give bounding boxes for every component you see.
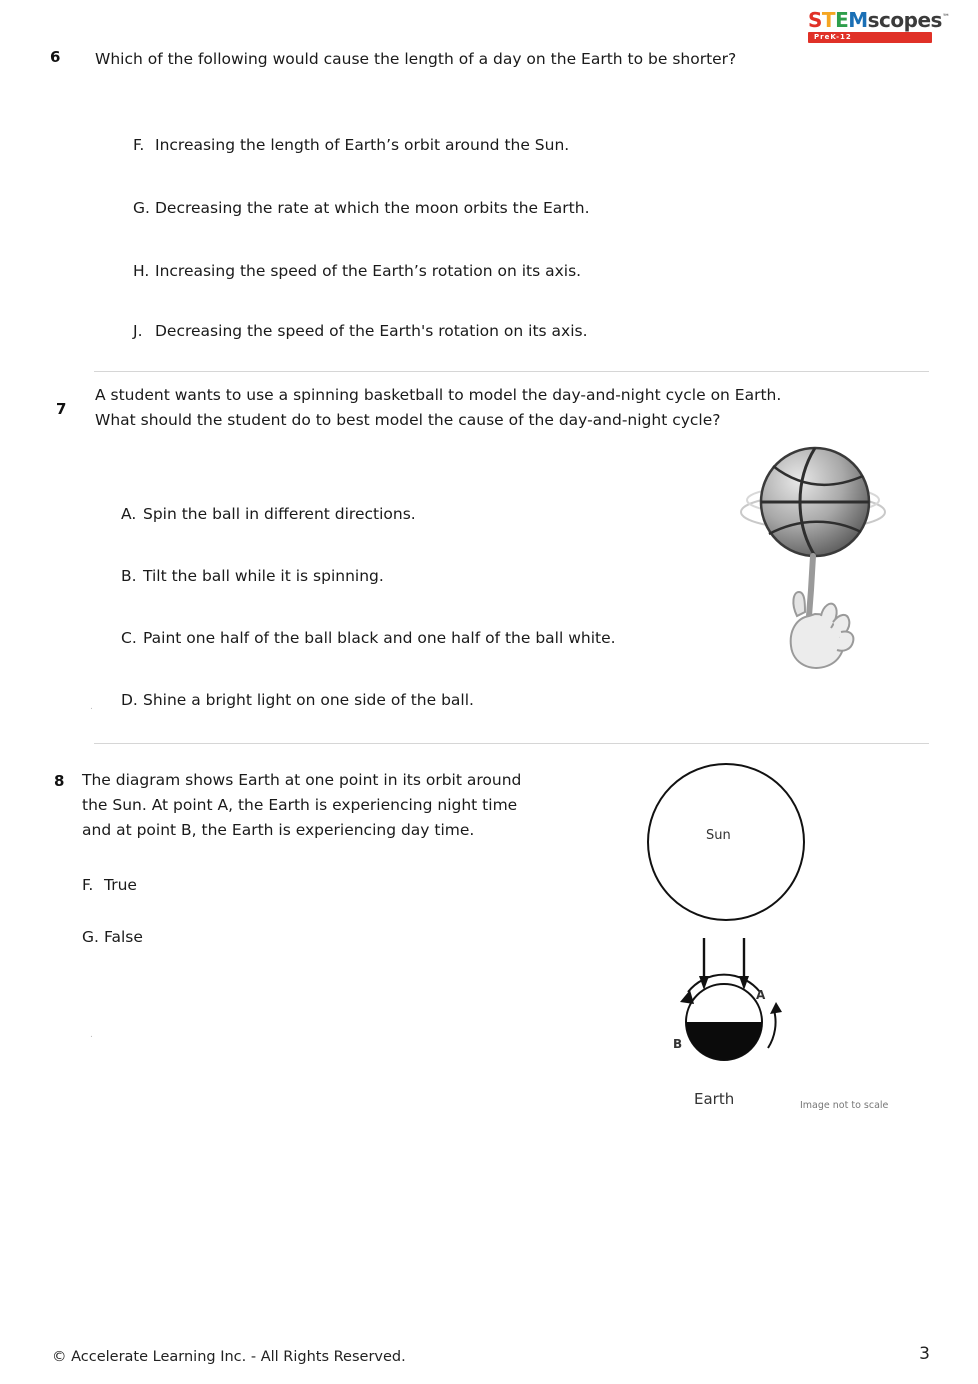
question-6-choice-j[interactable] (133, 320, 588, 343)
basketball-illustration (735, 440, 895, 680)
choice-letter: J. (133, 322, 143, 340)
diagram-point-b-label: B (673, 1037, 683, 1051)
choice-letter: G. (133, 199, 150, 217)
spinning-basketball-icon (735, 440, 895, 680)
question-6-number: 6 (50, 48, 61, 66)
question-6-choice-h[interactable] (133, 260, 581, 283)
margin-tick-2: . (90, 1030, 93, 1040)
choice-text: True (104, 876, 137, 894)
diagram-scale-note: Image not to scale (800, 1100, 889, 1111)
question-7-choice-a[interactable] (121, 503, 416, 526)
question-6-stem: Which of the following would cause the length of a day on the Earth to be shorter? (95, 50, 737, 68)
choice-text: Increasing the length of Earth’s orbit around the Sun. (155, 136, 570, 154)
page-number: 3 (919, 1344, 930, 1364)
footer-copyright: © Accelerate Learning Inc. - All Rights Reserved. (52, 1349, 406, 1365)
choice-text: Tilt the ball while it is spinning. (143, 567, 384, 585)
choice-text: Decreasing the speed of the Earth's rotation on its axis. (155, 322, 588, 340)
question-8-stem-line-2: the Sun. At point A, the Earth is experiencing night time (82, 795, 518, 814)
choice-letter: B. (121, 567, 137, 585)
question-8-stem (82, 768, 622, 842)
sun-earth-diagram-svg (628, 760, 928, 1120)
choice-letter: C. (121, 629, 137, 647)
logo-scopes-text: scopes (867, 8, 942, 32)
question-7-number: 7 (56, 400, 67, 418)
question-7-stem-line-1: A student wants to use a spinning basketball to model the day-and-night cycle on Earth. (95, 386, 782, 404)
question-6-choice-f[interactable] (133, 134, 569, 157)
choice-letter: F. (133, 136, 145, 154)
choice-text: Decreasing the rate at which the moon orbits the Earth. (155, 199, 590, 217)
logo-wordmark: STEMscopes™ (808, 8, 950, 32)
choice-letter: A. (121, 505, 137, 523)
sun-earth-diagram (628, 760, 928, 1120)
question-8-number: 8 (54, 772, 65, 790)
choice-text: Shine a bright light on one side of the ball. (143, 691, 474, 709)
logo-trademark: ™ (941, 12, 950, 22)
question-8-choice-f[interactable] (82, 874, 137, 897)
question-7-choice-b[interactable] (121, 565, 384, 588)
question-8-stem-line-1: The diagram shows Earth at one point in its orbit around (82, 771, 522, 789)
choice-letter: G. (82, 928, 99, 946)
diagram-earth-label: Earth (694, 1090, 735, 1108)
stemscopes-logo (808, 8, 950, 44)
question-7-choice-d[interactable] (121, 689, 474, 712)
question-6-choice-g[interactable] (133, 197, 590, 220)
diagram-sun-label: Sun (706, 828, 731, 843)
question-7-stem-line-2: What should the student do to best model the cause of the day-and-night cycle? (95, 410, 721, 429)
section-divider-2 (94, 743, 929, 744)
question-7-stem (95, 383, 940, 433)
choice-letter: F. (82, 876, 94, 894)
choice-letter: D. (121, 691, 138, 709)
choice-text: Paint one half of the ball black and one half of the ball white. (143, 629, 616, 647)
diagram-point-a-label: A (756, 988, 766, 1002)
section-divider-1 (94, 371, 929, 372)
choice-text: Increasing the speed of the Earth’s rotation on its axis. (155, 262, 582, 280)
choice-letter: H. (133, 262, 150, 280)
question-7-choice-c[interactable] (121, 627, 616, 650)
choice-text: Spin the ball in different directions. (143, 505, 416, 523)
choice-text: False (104, 928, 143, 946)
question-8-stem-line-3: and at point B, the Earth is experiencing day time. (82, 820, 475, 839)
question-8-choice-g[interactable] (82, 926, 143, 949)
margin-tick-1: . (90, 702, 93, 712)
logo-tagline: PreK-12 (808, 32, 932, 43)
